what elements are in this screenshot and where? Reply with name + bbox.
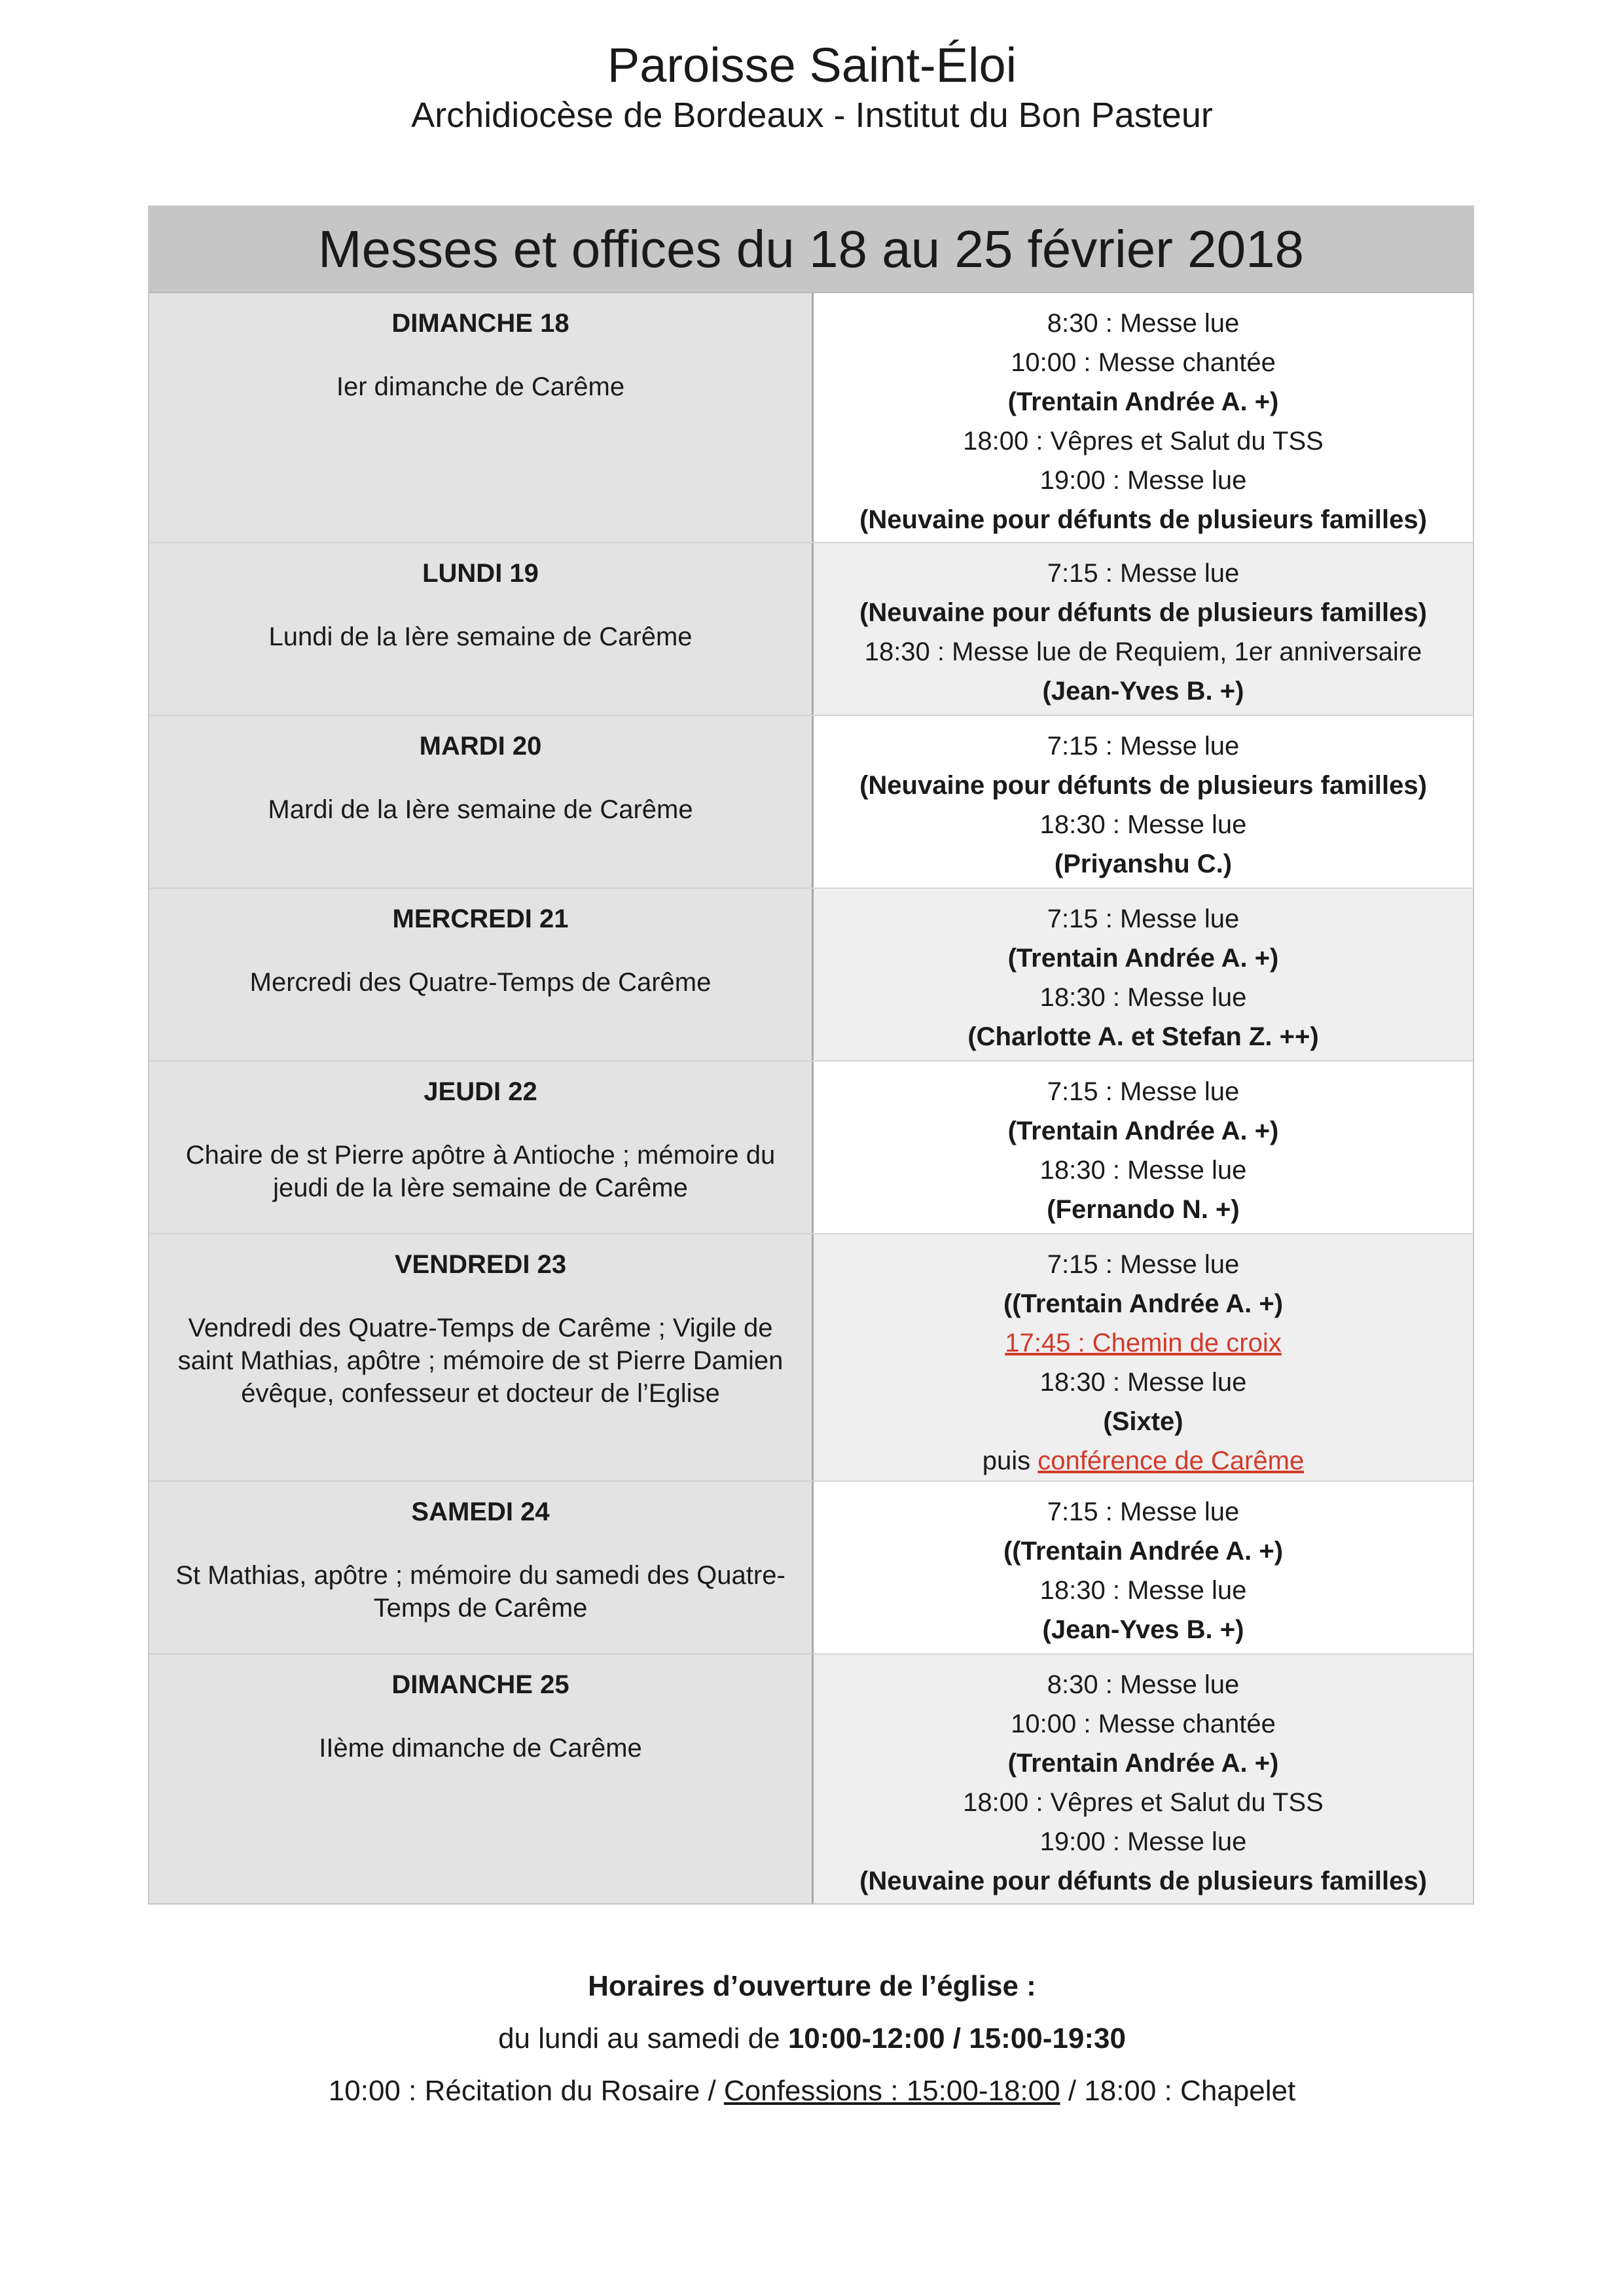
day-cell (149, 1655, 814, 1903)
page-subtitle: Archidiocèse de Bordeaux - Institut du Bon Pasteur (411, 96, 1213, 135)
mass-line (814, 304, 1473, 343)
mass-line (814, 726, 1473, 766)
masses-cell (814, 543, 1473, 715)
mass-line-text: (Charlotte A. et Stefan Z. ++) (967, 1022, 1319, 1051)
mass-line-text: puis (982, 1446, 1038, 1475)
feast-description: Vendredi des Quatre-Temps de Carême ; Vigile de saint Mathias, apôtre ; mémoire de st Pierre Damien évêque, confesseur et docteur de l’Eglise (177, 1314, 784, 1408)
day-cell (149, 543, 814, 715)
mass-line-text: 18:30 : Messe lue (1039, 983, 1247, 1012)
mass-line (814, 632, 1473, 672)
mass-line-text: 18:00 : Vêpres et Salut du TSS (963, 427, 1324, 456)
mass-line-text: 7:15 : Messe lue (1047, 732, 1240, 761)
mass-line-text: 7:15 : Messe lue (1047, 905, 1240, 933)
schedule-row (149, 1233, 1473, 1480)
mass-line (814, 1610, 1473, 1649)
day-name: SAMEDI 24 (411, 1498, 550, 1526)
day-name: VENDREDI 23 (394, 1250, 567, 1279)
schedule-row (149, 1480, 1473, 1653)
feast-description: St Mathias, apôtre ; mémoire du samedi des Quatre-Temps de Carême (175, 1561, 785, 1623)
mass-line-text: 18:30 : Messe lue de Requiem, 1er anniversaire (864, 637, 1422, 666)
schedule-caption: Messes et offices du 18 au 25 février 2018 (149, 207, 1473, 293)
day-cell (149, 1482, 814, 1653)
day-cell (149, 1234, 814, 1480)
schedule-row (149, 888, 1473, 1060)
schedule-row (149, 542, 1473, 715)
mass-line-text: (Neuvaine pour défunts de plusieurs familles) (859, 1867, 1427, 1895)
mass-line-text: 8:30 : Messe lue (1047, 1670, 1240, 1699)
mass-line (814, 805, 1473, 844)
schedule-row (149, 1060, 1473, 1233)
mass-line-text: (Trentain Andrée A. +) (1007, 1117, 1279, 1145)
event-link[interactable]: 17:45 : Chemin de croix (1005, 1329, 1282, 1357)
mass-line (814, 1571, 1473, 1610)
mass-line (814, 1111, 1473, 1151)
day-name: DIMANCHE 25 (391, 1670, 569, 1699)
mass-line-text: (Jean-Yves B. +) (1042, 1615, 1244, 1644)
rosary-text: 10:00 : Récitation du Rosaire / (328, 2075, 724, 2107)
mass-line-text: (Neuvaine pour défunts de plusieurs familles) (859, 505, 1427, 534)
feast-description: Chaire de st Pierre apôtre à Antioche ; mémoire du jeudi de la Ière semaine de Carême (185, 1141, 776, 1202)
mass-line-text: ((Trentain Andrée A. +) (1003, 1289, 1284, 1318)
opening-hours-heading: Horaires d’ouverture de l’église : (588, 1970, 1036, 2002)
mass-line-text: (Trentain Andrée A. +) (1007, 1749, 1279, 1778)
mass-line (814, 1532, 1473, 1571)
mass-line-text: 7:15 : Messe lue (1047, 1498, 1240, 1526)
mass-line (814, 766, 1473, 805)
mass-line (814, 1783, 1473, 1822)
mass-line (814, 1441, 1473, 1480)
mass-line-text: 19:00 : Messe lue (1039, 1827, 1247, 1856)
mass-line (814, 422, 1473, 461)
mass-line-text: 18:30 : Messe lue (1039, 1156, 1247, 1185)
mass-line-text: 10:00 : Messe chantée (1011, 1710, 1276, 1738)
day-cell (149, 293, 814, 542)
masses-cell (814, 1655, 1473, 1903)
weekdays-hours: 10:00-12:00 / 15:00-19:30 (787, 2022, 1126, 2054)
masses-cell (814, 1234, 1473, 1480)
schedule-rows (149, 293, 1473, 1903)
mass-line (814, 1151, 1473, 1190)
mass-line (814, 1492, 1473, 1532)
event-link[interactable]: conférence de Carême (1038, 1446, 1305, 1475)
mass-line-text: (Trentain Andrée A. +) (1007, 387, 1279, 416)
mass-line-text: 7:15 : Messe lue (1047, 1250, 1240, 1279)
confessions-link[interactable]: Confessions : 15:00-18:00 (723, 2075, 1060, 2107)
day-cell (149, 889, 814, 1060)
masses-cell (814, 1482, 1473, 1653)
mass-line-text: (Neuvaine pour défunts de plusieurs familles) (859, 598, 1427, 627)
mass-line-text: 18:30 : Messe lue (1039, 1576, 1247, 1605)
chapelet-text: / 18:00 : Chapelet (1060, 2075, 1296, 2107)
opening-hours-services (0, 2075, 1624, 2108)
feast-description: Mercredi des Quatre-Temps de Carême (249, 968, 712, 997)
mass-line (814, 382, 1473, 422)
weekdays-prefix: du lundi au samedi de (498, 2022, 788, 2054)
mass-line-text: ((Trentain Andrée A. +) (1003, 1537, 1284, 1566)
day-name: MERCREDI 21 (392, 905, 569, 933)
schedule-table (148, 206, 1474, 1905)
day-name: JEUDI 22 (424, 1077, 537, 1106)
mass-line-text: 10:00 : Messe chantée (1011, 348, 1276, 377)
opening-hours-weekdays (0, 2022, 1624, 2055)
day-cell (149, 716, 814, 888)
mass-line-text: (Sixte) (1103, 1407, 1183, 1436)
feast-description: Ier dimanche de Carême (336, 372, 625, 401)
mass-line-text: 18:30 : Messe lue (1039, 810, 1247, 839)
mass-line (814, 1861, 1473, 1901)
mass-line (814, 461, 1473, 500)
masses-cell (814, 1062, 1473, 1233)
mass-line-text: (Fernando N. +) (1047, 1195, 1240, 1224)
mass-line-text: 19:00 : Messe lue (1039, 466, 1247, 495)
mass-line (814, 1323, 1473, 1363)
mass-line-text: (Trentain Andrée A. +) (1007, 944, 1279, 973)
mass-line (814, 1245, 1473, 1284)
day-name: LUNDI 19 (422, 559, 539, 588)
mass-line-text: 18:00 : Vêpres et Salut du TSS (963, 1788, 1324, 1817)
feast-description: IIème dimanche de Carême (319, 1734, 642, 1763)
mass-line-text: 7:15 : Messe lue (1047, 559, 1240, 588)
mass-line (814, 672, 1473, 711)
mass-line (814, 939, 1473, 978)
mass-line (814, 1822, 1473, 1861)
mass-line-text: 7:15 : Messe lue (1047, 1077, 1240, 1106)
page-title: Paroisse Saint-Éloi (607, 38, 1017, 92)
masses-cell (814, 889, 1473, 1060)
mass-line (814, 1744, 1473, 1783)
mass-line-text: 8:30 : Messe lue (1047, 309, 1240, 338)
mass-line (814, 1017, 1473, 1056)
mass-line (814, 554, 1473, 593)
mass-line (814, 1704, 1473, 1744)
mass-line-text: (Jean-Yves B. +) (1042, 677, 1244, 706)
schedule-row (149, 1653, 1473, 1903)
schedule-row (149, 715, 1473, 888)
day-name: DIMANCHE 18 (391, 309, 569, 338)
day-cell (149, 1062, 814, 1233)
day-name: MARDI 20 (419, 732, 542, 761)
masses-cell (814, 716, 1473, 888)
mass-line (814, 500, 1473, 539)
mass-line (814, 844, 1473, 884)
mass-line-text: 18:30 : Messe lue (1039, 1368, 1247, 1397)
mass-line (814, 899, 1473, 939)
mass-line (814, 1363, 1473, 1402)
mass-line (814, 1402, 1473, 1441)
feast-description: Mardi de la Ière semaine de Carême (268, 795, 693, 824)
mass-line (814, 978, 1473, 1017)
mass-line-text: (Priyanshu C.) (1054, 850, 1233, 878)
mass-line (814, 1072, 1473, 1111)
masses-cell (814, 293, 1473, 542)
schedule-row (149, 293, 1473, 542)
mass-line (814, 343, 1473, 382)
mass-line (814, 593, 1473, 632)
mass-line-text: (Neuvaine pour défunts de plusieurs familles) (859, 771, 1427, 800)
feast-description: Lundi de la Ière semaine de Carême (268, 622, 693, 651)
mass-line (814, 1284, 1473, 1323)
mass-line (814, 1190, 1473, 1229)
mass-line (814, 1665, 1473, 1704)
